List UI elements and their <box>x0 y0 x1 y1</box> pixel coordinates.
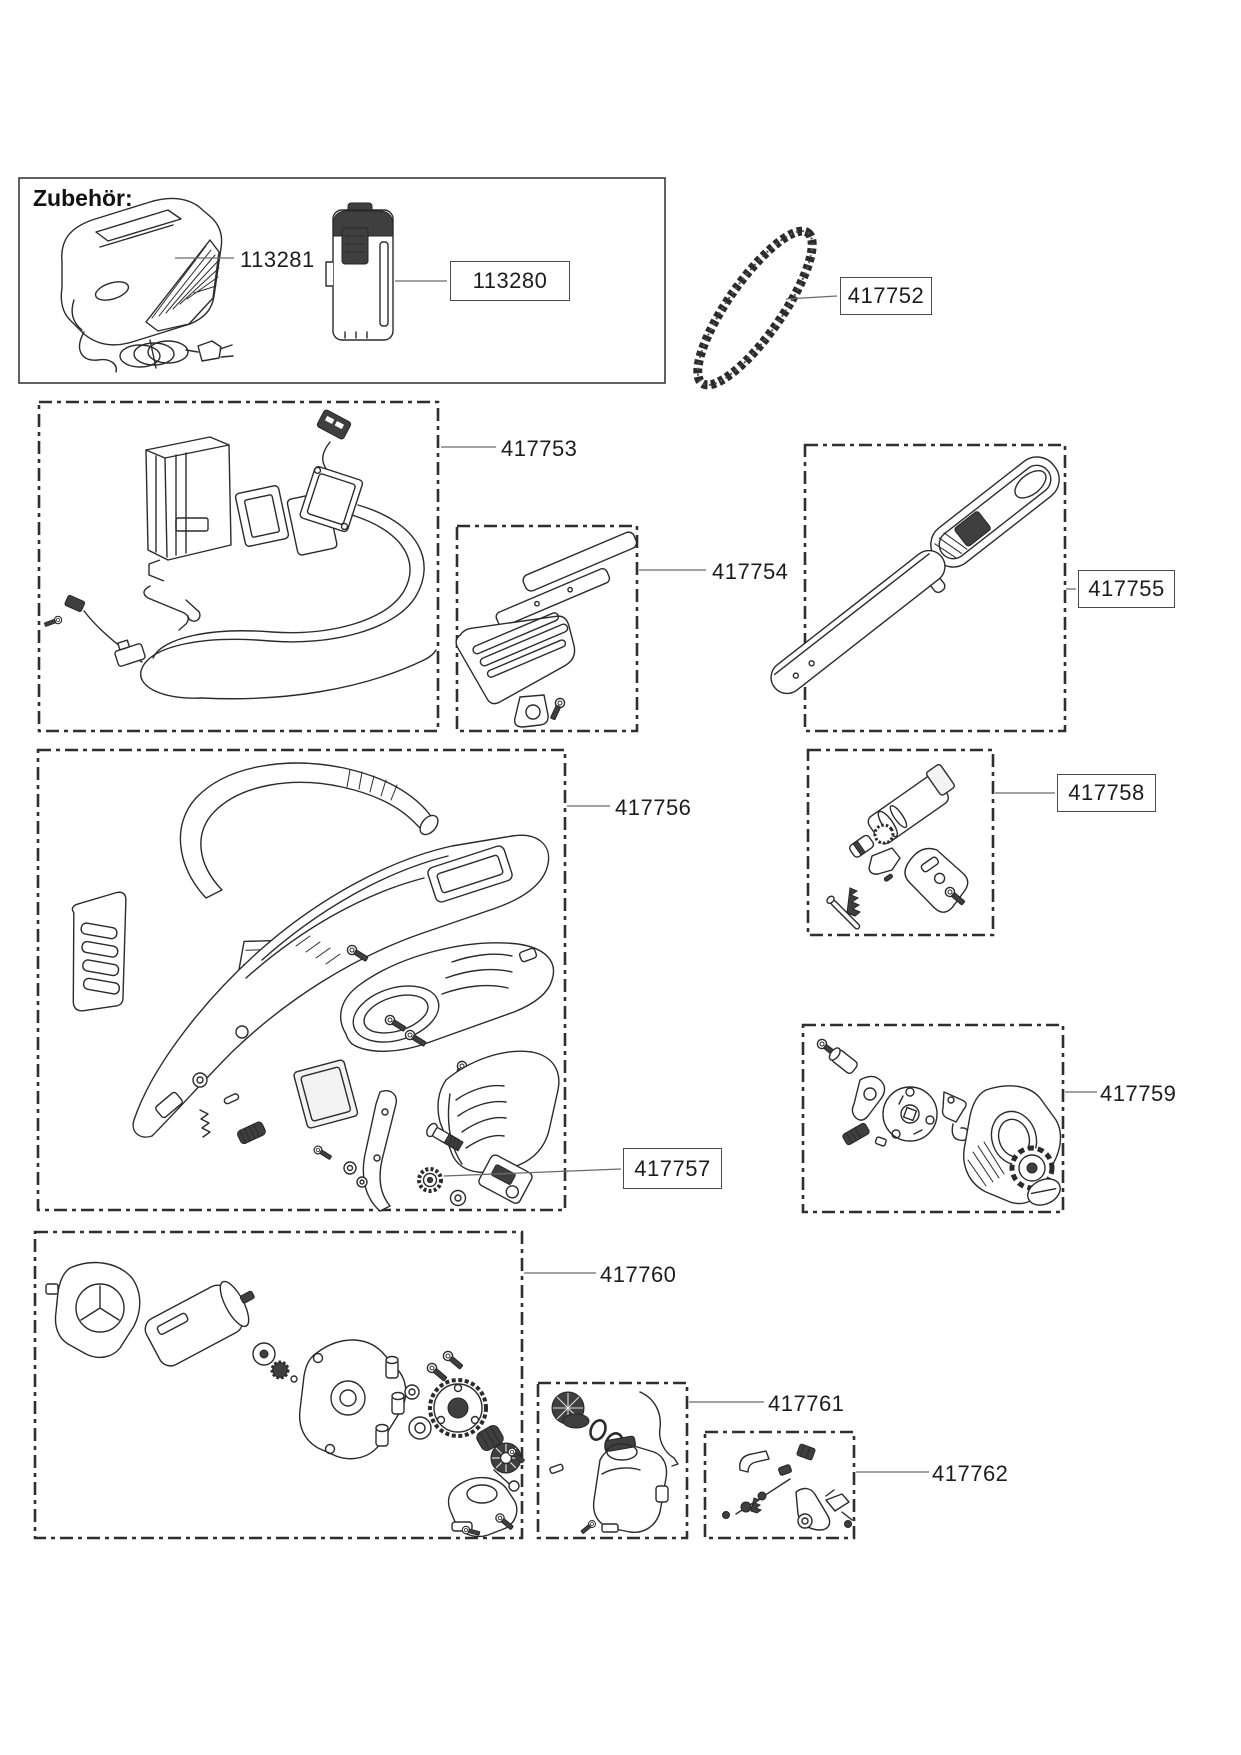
part-label-113280: 113280 <box>450 261 570 301</box>
guide-bar <box>765 544 952 700</box>
motor <box>141 1271 265 1370</box>
rear-housing <box>438 1051 559 1172</box>
oiler-lever <box>796 1489 839 1530</box>
part-label-417757: 417757 <box>623 1148 722 1189</box>
part-label-417760: 417760 <box>600 1262 677 1287</box>
battery-drawing <box>326 203 393 340</box>
part-label-417759: 417759 <box>1100 1081 1177 1106</box>
motor-bracket <box>46 1263 140 1358</box>
gear-housing <box>300 1340 406 1459</box>
part-label-417756: 417756 <box>615 795 692 820</box>
part-label-417758: 417758 <box>1057 774 1156 812</box>
filter-pad <box>293 1059 358 1128</box>
oil-pump-housing-group-drawing <box>549 1392 678 1535</box>
oiler-linkage-group-drawing <box>723 1444 853 1530</box>
saw-chain-drawing <box>680 217 830 399</box>
spring <box>200 1110 210 1137</box>
pump-unit <box>448 1478 516 1537</box>
chain-sprocket-drawing <box>419 1169 441 1191</box>
pump-body <box>594 1436 668 1533</box>
wire-connector <box>316 409 351 440</box>
part-label-417755: 417755 <box>1078 570 1175 608</box>
hand-guard <box>55 885 141 1018</box>
part-label-417752: 417752 <box>840 277 932 315</box>
part-label-417753: 417753 <box>501 436 578 461</box>
guide-bar-group-drawing <box>765 448 1068 699</box>
chain-guard-group-drawing <box>452 530 638 727</box>
bar-cover <box>922 448 1067 575</box>
part-label-417762: 417762 <box>932 1461 1009 1486</box>
charger-drawing <box>61 199 233 372</box>
accessories-title: Zubehör: <box>33 185 133 211</box>
sprocket-cover-group-drawing <box>816 1038 1065 1211</box>
housing-group-drawing <box>55 763 559 1211</box>
group-box-417753 <box>39 402 438 731</box>
cable-harness <box>44 505 436 699</box>
part-label-113281: 113281 <box>240 247 315 272</box>
pump-spring <box>847 888 860 916</box>
plug <box>198 341 221 361</box>
clutch-disc <box>883 1087 937 1141</box>
part-label-417754: 417754 <box>712 559 789 584</box>
gear-train <box>430 1380 521 1491</box>
motor-gearbox-group-drawing <box>46 1263 526 1538</box>
oil-pump-group-drawing <box>826 763 977 930</box>
part-label-417761: 417761 <box>768 1391 845 1416</box>
knurled-cap <box>552 1392 589 1428</box>
battery-compartment-group-drawing <box>44 409 436 699</box>
leader-lines <box>175 258 1097 1472</box>
